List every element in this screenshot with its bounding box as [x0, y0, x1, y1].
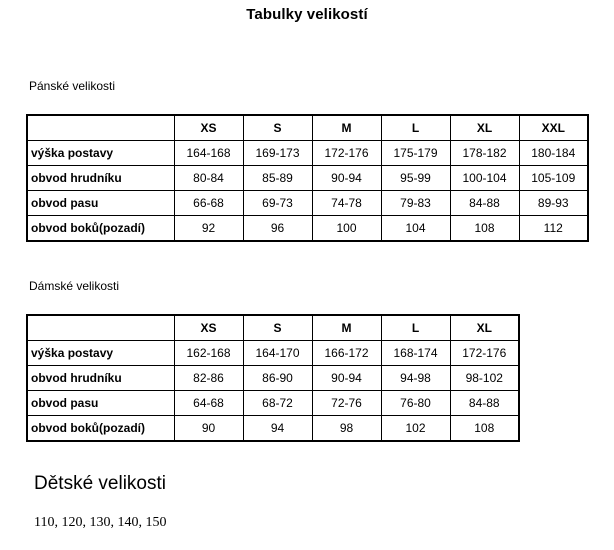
table-cell: 92	[174, 216, 243, 242]
corner-cell	[27, 115, 174, 141]
table-cell: 90	[174, 416, 243, 442]
table-row	[27, 341, 519, 366]
table-cell: 86-90	[243, 366, 312, 391]
table-row	[27, 391, 519, 416]
row-label: obvod hrudníku	[27, 366, 174, 391]
column-header: S	[243, 315, 312, 341]
page-title: Tabulky velikostí	[246, 6, 368, 23]
table-cell: 90-94	[312, 366, 381, 391]
row-label: obvod pasu	[27, 391, 174, 416]
table-cell: 98-102	[450, 366, 519, 391]
column-header: XS	[174, 115, 243, 141]
column-header: L	[381, 115, 450, 141]
men-sizes-heading: Pánské velikosti	[29, 79, 116, 93]
table-cell: 104	[381, 216, 450, 242]
table-header-row	[27, 115, 588, 141]
table-row	[27, 191, 588, 216]
women-sizes-heading: Dámské velikosti	[29, 279, 120, 293]
table-row	[27, 416, 519, 442]
table-cell: 168-174	[381, 341, 450, 366]
table-cell: 95-99	[381, 166, 450, 191]
table-cell: 79-83	[381, 191, 450, 216]
men-size-table	[26, 114, 589, 242]
table-row	[27, 166, 588, 191]
column-header: S	[243, 115, 312, 141]
table-cell: 94	[243, 416, 312, 442]
table-cell: 64-68	[174, 391, 243, 416]
women-size-table	[26, 314, 520, 442]
table-cell: 98	[312, 416, 381, 442]
table-cell: 108	[450, 416, 519, 442]
row-label: výška postavy	[27, 141, 174, 166]
table-cell: 94-98	[381, 366, 450, 391]
table-row	[27, 141, 588, 166]
table-cell: 180-184	[519, 141, 588, 166]
table-cell: 76-80	[381, 391, 450, 416]
table-cell: 100	[312, 216, 381, 242]
row-label: obvod hrudníku	[27, 166, 174, 191]
table-cell: 84-88	[450, 391, 519, 416]
row-label: obvod boků(pozadí)	[27, 416, 174, 442]
row-label: obvod pasu	[27, 191, 174, 216]
kids-sizes-heading: Dětské velikosti	[34, 473, 166, 494]
corner-cell	[27, 315, 174, 341]
table-cell: 169-173	[243, 141, 312, 166]
table-cell: 172-176	[450, 341, 519, 366]
column-header: L	[381, 315, 450, 341]
table-cell: 172-176	[312, 141, 381, 166]
column-header: XS	[174, 315, 243, 341]
table-cell: 82-86	[174, 366, 243, 391]
table-cell: 72-76	[312, 391, 381, 416]
table-cell: 80-84	[174, 166, 243, 191]
row-label: výška postavy	[27, 341, 174, 366]
table-cell: 96	[243, 216, 312, 242]
table-row	[27, 366, 519, 391]
table-cell: 102	[381, 416, 450, 442]
table-cell: 112	[519, 216, 588, 242]
table-cell: 74-78	[312, 191, 381, 216]
row-label: obvod boků(pozadí)	[27, 216, 174, 242]
table-cell: 175-179	[381, 141, 450, 166]
column-header: XXL	[519, 115, 588, 141]
table-cell: 108	[450, 216, 519, 242]
table-cell: 105-109	[519, 166, 588, 191]
table-cell: 90-94	[312, 166, 381, 191]
table-header-row	[27, 315, 519, 341]
table-cell: 164-168	[174, 141, 243, 166]
table-cell: 66-68	[174, 191, 243, 216]
table-cell: 162-168	[174, 341, 243, 366]
table-cell: 164-170	[243, 341, 312, 366]
table-cell: 166-172	[312, 341, 381, 366]
table-cell: 85-89	[243, 166, 312, 191]
table-cell: 84-88	[450, 191, 519, 216]
column-header: M	[312, 115, 381, 141]
table-cell: 178-182	[450, 141, 519, 166]
column-header: XL	[450, 115, 519, 141]
kids-sizes-list: 110, 120, 130, 140, 150	[34, 515, 167, 530]
table-cell: 69-73	[243, 191, 312, 216]
table-cell: 100-104	[450, 166, 519, 191]
table-cell: 89-93	[519, 191, 588, 216]
column-header: XL	[450, 315, 519, 341]
column-header: M	[312, 315, 381, 341]
table-row	[27, 216, 588, 242]
table-cell: 68-72	[243, 391, 312, 416]
